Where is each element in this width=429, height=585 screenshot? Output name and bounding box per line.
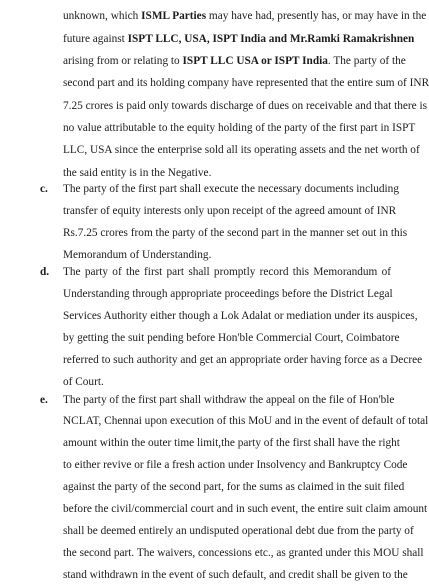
text-run: Memorandum of Understanding.	[63, 249, 212, 261]
text-run: may have had, presently has, or may have in the	[206, 10, 427, 22]
text-line	[63, 29, 415, 49]
text-run: against the party of the second part, for the sums as claimed in the suit filed	[63, 481, 405, 493]
text-line	[63, 433, 400, 453]
text-run: amount within the outer time limit,the party of the first shall have the right	[63, 437, 400, 449]
bold-text: ISPT LLC, USA, ISPT India and Mr.Ramki Ramakrishnen	[127, 33, 415, 45]
bold-text: ISML Parties	[141, 10, 207, 22]
text-line	[63, 411, 429, 431]
text-line	[63, 350, 423, 370]
text-line	[63, 262, 391, 282]
text-line	[63, 140, 420, 160]
text-run: The party of the first part shall promptly record this Memorandum of	[63, 266, 391, 278]
text-line	[63, 96, 428, 116]
text-line	[63, 51, 406, 71]
text-line	[63, 118, 416, 138]
text-run: Rs.7.25 crores from the party of the second part in the manner set out in this	[63, 227, 408, 239]
text-run: stand withdrawn in the event of such default, and credit shall be given to the	[63, 569, 408, 581]
text-run: shall be deemed entirely an undisputed operational debt due from the party of	[63, 525, 414, 537]
text-line	[63, 306, 418, 326]
text-run: transfer of equity interests only upon receipt of the agreed amount of INR	[63, 205, 397, 217]
text-line	[63, 390, 395, 410]
text-run: 7.25 crores is paid only towards discharge of dues on receivable and that there is	[63, 100, 428, 112]
text-line	[63, 284, 391, 304]
text-run: second part and its holding company have represented that the entire sum of INR	[63, 77, 429, 89]
paragraph-marker: c.	[40, 183, 48, 195]
text-line	[63, 73, 429, 93]
text-line	[63, 477, 405, 497]
text-line	[63, 372, 391, 392]
text-run: before the civil/commercial court and in such event, the entire suit claim amount	[63, 503, 428, 515]
text-line	[63, 223, 408, 243]
text-line	[63, 521, 414, 541]
text-run: future against	[63, 33, 128, 45]
text-line	[63, 499, 428, 519]
text-run: unknown, which	[63, 10, 142, 22]
text-line	[63, 328, 400, 348]
text-run: the second part. The waivers, concessions etc., as granted under this MOU shall	[63, 547, 424, 559]
text-run: the said entity is in the Negative.	[63, 167, 212, 179]
text-run: referred to such authority and get an appropriate order having force as a Decree	[63, 354, 423, 366]
text-run: to either revive or file a fresh action under Insolvency and Bankruptcy Code	[63, 459, 408, 471]
bold-text: ISPT LLC USA or ISPT India	[182, 55, 328, 67]
text-line	[63, 455, 408, 475]
text-line	[63, 6, 427, 26]
text-run: . The party of the	[327, 55, 406, 67]
text-line	[63, 543, 424, 563]
text-run: The party of the first part shall execute the necessary documents including	[63, 183, 399, 195]
text-line	[63, 179, 399, 199]
text-run: no value attributable to the equity holding of the party of the first part in ISPT	[63, 122, 416, 134]
text-run: by getting the suit pending before Hon'ble Commercial Court, Coimbatore	[63, 332, 400, 344]
paragraph-marker: e.	[40, 394, 48, 406]
text-run: Understanding through appropriate proceedings before the District Legal	[63, 288, 393, 300]
paragraph-marker: d.	[40, 266, 50, 278]
text-run: of Court.	[63, 376, 104, 388]
text-run: Services Authority either though a Lok Adalat or mediation under its auspices,	[63, 310, 418, 322]
text-run: NCLAT, Chennai upon execution of this MoU and in the event of default of total	[63, 415, 429, 427]
text-run: The party of the first part shall withdraw the appeal on the file of Hon'ble	[63, 394, 395, 406]
text-line	[63, 201, 397, 221]
text-run: LLC, USA since the enterprise sold all its operating assets and the net worth of	[63, 144, 420, 156]
text-run: arising from or relating to	[63, 55, 183, 67]
text-line	[63, 565, 408, 585]
